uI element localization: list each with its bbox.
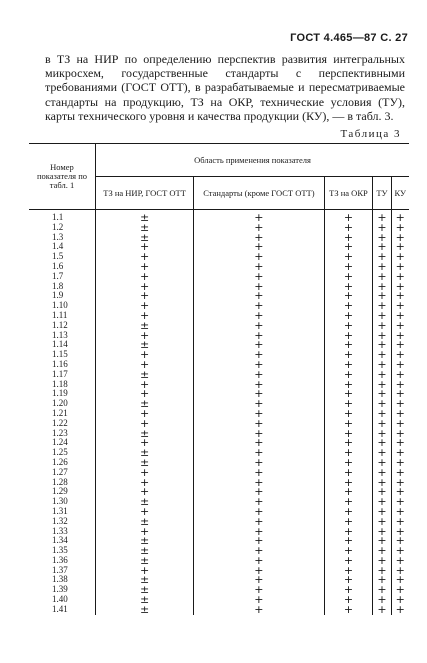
table-cell: +	[373, 448, 391, 458]
table-cell: +	[96, 507, 194, 517]
table-cell: +	[324, 399, 373, 409]
row-number: 1.29	[52, 486, 68, 497]
table-cell: +	[324, 546, 373, 556]
table-cell: +	[373, 605, 391, 615]
table-cell: +	[373, 438, 391, 448]
table-cell: ±	[96, 595, 194, 605]
table-cell: +	[194, 527, 324, 537]
table-cell: ±	[96, 517, 194, 527]
table-cell: +	[96, 331, 194, 341]
table-cell: +	[194, 272, 324, 282]
table-body	[29, 210, 409, 615]
table-cell: +	[96, 350, 194, 360]
table-cell: +	[391, 242, 409, 252]
row-number: 1.8	[52, 280, 64, 291]
table-cell: +	[324, 210, 373, 223]
table-cell: +	[391, 429, 409, 439]
row-number: 1.13	[52, 329, 68, 340]
table-cell: +	[391, 350, 409, 360]
table-cell: +	[391, 419, 409, 429]
row-number: 1.9	[52, 290, 64, 301]
table-cell: +	[324, 575, 373, 585]
row-number: 1.17	[52, 368, 68, 379]
table-cell: +	[324, 605, 373, 615]
table-cell: +	[194, 536, 324, 546]
row-number: 1.22	[52, 417, 68, 428]
table-cell: +	[391, 546, 409, 556]
row-number: 1.12	[52, 319, 68, 330]
table-cell: ±	[96, 536, 194, 546]
table-cell: +	[324, 419, 373, 429]
table-cell: +	[324, 301, 373, 311]
table-cell: +	[391, 409, 409, 419]
table-cell: +	[324, 233, 373, 243]
table-cell: +	[324, 331, 373, 341]
table-cell: ±	[96, 448, 194, 458]
col-header-tz-nir: ТЗ на НИР, ГОСТ ОТТ	[96, 177, 194, 210]
table-cell: +	[324, 517, 373, 527]
table-cell: +	[194, 605, 324, 615]
row-number: 1.39	[52, 584, 68, 595]
row-number: 1.15	[52, 349, 68, 360]
table-cell: +	[194, 478, 324, 488]
col-header-standards: Стандарты (кроме ГОСТ ОТТ)	[194, 177, 324, 210]
table-cell: +	[373, 389, 391, 399]
table-cell: +	[391, 360, 409, 370]
table-cell: +	[373, 210, 391, 223]
table-cell: +	[391, 575, 409, 585]
table-cell: +	[391, 233, 409, 243]
table-cell: +	[373, 536, 391, 546]
table-cell: +	[194, 468, 324, 478]
table-cell: +	[194, 566, 324, 576]
table-cell: +	[391, 210, 409, 223]
table-cell: +	[194, 546, 324, 556]
table-cell: +	[373, 527, 391, 537]
table-cell: +	[373, 301, 391, 311]
table-cell: +	[391, 468, 409, 478]
table-cell: +	[373, 409, 391, 419]
table-cell: ±	[96, 399, 194, 409]
table-cell: +	[391, 311, 409, 321]
table-cell: +	[324, 527, 373, 537]
table-cell: +	[194, 370, 324, 380]
table-cell: +	[324, 291, 373, 301]
table-cell: +	[391, 380, 409, 390]
row-number: 1.5	[52, 251, 64, 262]
table-cell: +	[391, 223, 409, 233]
table-cell: +	[96, 262, 194, 272]
row-number: 1.35	[52, 545, 68, 556]
table-cell: +	[391, 321, 409, 331]
row-number: 1.14	[52, 339, 68, 350]
table-cell: +	[194, 252, 324, 262]
table-cell: ±	[96, 370, 194, 380]
table-cell: +	[373, 585, 391, 595]
table-cell: +	[391, 370, 409, 380]
table-cell: +	[194, 340, 324, 350]
table-cell: ±	[96, 429, 194, 439]
table-cell: +	[391, 478, 409, 488]
table-cell: ±	[96, 223, 194, 233]
table-cell: +	[324, 370, 373, 380]
row-number: 1.34	[52, 535, 68, 546]
table-cell: +	[391, 487, 409, 497]
table-cell: +	[373, 331, 391, 341]
table-cell: +	[194, 321, 324, 331]
table-cell: +	[194, 350, 324, 360]
table-cell: +	[324, 507, 373, 517]
table-cell: +	[194, 282, 324, 292]
table-cell: +	[194, 517, 324, 527]
table-cell: +	[391, 272, 409, 282]
table-cell: +	[373, 360, 391, 370]
table-cell: +	[324, 556, 373, 566]
table-cell: +	[324, 282, 373, 292]
table-cell: +	[373, 566, 391, 576]
table-cell: ±	[96, 575, 194, 585]
table-cell: +	[391, 301, 409, 311]
table-cell: +	[96, 438, 194, 448]
row-number: 1.19	[52, 388, 68, 399]
table-cell: +	[324, 223, 373, 233]
table-cell: +	[96, 389, 194, 399]
row-number: 1.25	[52, 447, 68, 458]
row-number: 1.41	[52, 603, 68, 614]
table-cell: +	[373, 556, 391, 566]
row-number: 1.37	[52, 564, 68, 575]
table-cell: +	[324, 478, 373, 488]
col-header-tz-okr: ТЗ на ОКР	[324, 177, 373, 210]
table-cell: ±	[96, 210, 194, 223]
table-cell: +	[194, 419, 324, 429]
table-cell: +	[373, 340, 391, 350]
row-number: 1.30	[52, 496, 68, 507]
table-cell: +	[194, 301, 324, 311]
table-cell: +	[194, 360, 324, 370]
table-cell: +	[373, 419, 391, 429]
table-cell: +	[391, 566, 409, 576]
row-number: 1.4	[52, 241, 64, 252]
table-cell: +	[194, 210, 324, 223]
table-cell: +	[194, 262, 324, 272]
row-number: 1.21	[52, 407, 68, 418]
table-cell: +	[373, 458, 391, 468]
table-cell: +	[194, 448, 324, 458]
table-cell: +	[324, 389, 373, 399]
table-cell: ±	[96, 546, 194, 556]
table-cell: +	[373, 507, 391, 517]
table-cell: +	[324, 595, 373, 605]
table-cell: +	[324, 340, 373, 350]
table-cell: +	[324, 448, 373, 458]
row-number: 1.36	[52, 554, 68, 565]
table-cell: +	[391, 605, 409, 615]
table-cell: +	[96, 311, 194, 321]
table-cell: +	[373, 595, 391, 605]
page-header: ГОСТ 4.465—87 С. 27	[290, 32, 408, 44]
table-cell: +	[391, 291, 409, 301]
table-cell: +	[324, 497, 373, 507]
table-cell: ±	[96, 556, 194, 566]
row-number: 1.31	[52, 505, 68, 516]
table-cell: ±	[96, 497, 194, 507]
row-number: 1.18	[52, 378, 68, 389]
table-cell: +	[194, 497, 324, 507]
table-cell: +	[324, 272, 373, 282]
table-cell: +	[324, 380, 373, 390]
row-number: 1.2	[52, 221, 64, 232]
table-cell: +	[391, 438, 409, 448]
row-number: 1.16	[52, 358, 68, 369]
table-cell: +	[373, 282, 391, 292]
table-cell: +	[373, 380, 391, 390]
table-cell: +	[96, 252, 194, 262]
row-number: 1.11	[52, 309, 68, 320]
table-cell: ±	[96, 233, 194, 243]
table-cell: ±	[96, 321, 194, 331]
table-cell: +	[324, 252, 373, 262]
table-cell: +	[373, 546, 391, 556]
table-cell: +	[194, 291, 324, 301]
table-cell: +	[391, 497, 409, 507]
table-cell: +	[96, 409, 194, 419]
table-cell: +	[194, 438, 324, 448]
table-cell: +	[324, 566, 373, 576]
table-cell: +	[324, 536, 373, 546]
table-cell: +	[391, 585, 409, 595]
applicability-table	[29, 143, 409, 615]
table-cell: +	[194, 223, 324, 233]
table-cell: +	[373, 252, 391, 262]
row-number: 1.32	[52, 515, 68, 526]
row-number: 1.3	[52, 231, 64, 242]
table-cell: +	[96, 301, 194, 311]
table-cell: +	[96, 242, 194, 252]
table-cell: +	[391, 507, 409, 517]
table-cell: +	[373, 233, 391, 243]
table-cell: +	[96, 291, 194, 301]
table-cell: +	[96, 272, 194, 282]
table-cell: +	[324, 438, 373, 448]
table-cell: +	[96, 468, 194, 478]
table-cell: +	[391, 517, 409, 527]
table-cell: +	[373, 497, 391, 507]
col-group-header: Область применения показателя	[96, 144, 410, 177]
table-cell: +	[324, 458, 373, 468]
row-number: 1.6	[52, 260, 64, 271]
table-cell: +	[194, 585, 324, 595]
row-number: 1.33	[52, 525, 68, 536]
row-number: 1.28	[52, 476, 68, 487]
table-cell: +	[194, 556, 324, 566]
row-number: 1.1	[52, 212, 64, 222]
table-cell: +	[194, 429, 324, 439]
table-cell: +	[194, 242, 324, 252]
table-cell: +	[373, 575, 391, 585]
table-cell: +	[373, 370, 391, 380]
table-cell: +	[194, 399, 324, 409]
table-cell: +	[373, 242, 391, 252]
table-cell: +	[194, 487, 324, 497]
row-number: 1.7	[52, 270, 64, 281]
row-number: 1.27	[52, 466, 68, 477]
table-cell: +	[391, 458, 409, 468]
table-cell: +	[96, 478, 194, 488]
table-cell: +	[324, 409, 373, 419]
table-cell: +	[373, 468, 391, 478]
table-cell: +	[391, 340, 409, 350]
table-cell: +	[391, 282, 409, 292]
table-cell: +	[373, 487, 391, 497]
table-cell: +	[194, 458, 324, 468]
table-cell: +	[324, 311, 373, 321]
table-cell: +	[324, 487, 373, 497]
table-cell: +	[324, 585, 373, 595]
table-cell: +	[194, 575, 324, 585]
table-row	[29, 605, 409, 615]
table-cell: +	[194, 331, 324, 341]
table-cell: +	[373, 399, 391, 409]
table-cell: ±	[96, 458, 194, 468]
table-cell: +	[391, 448, 409, 458]
table-cell: +	[391, 399, 409, 409]
table-cell: ±	[96, 340, 194, 350]
table-cell: +	[324, 321, 373, 331]
table-cell: +	[373, 517, 391, 527]
row-number: 1.40	[52, 594, 68, 605]
table-cell: +	[391, 536, 409, 546]
table-cell: +	[194, 233, 324, 243]
table-cell: +	[194, 389, 324, 399]
row-number: 1.26	[52, 456, 68, 467]
table-cell: +	[96, 282, 194, 292]
table-cell: +	[391, 556, 409, 566]
table-cell: +	[324, 242, 373, 252]
table-cell: +	[373, 223, 391, 233]
table-cell: +	[391, 262, 409, 272]
table-cell: ±	[96, 605, 194, 615]
table-cell: +	[96, 566, 194, 576]
table-cell: +	[96, 360, 194, 370]
table-cell: +	[96, 380, 194, 390]
table-cell: +	[373, 272, 391, 282]
table-cell: ±	[96, 585, 194, 595]
row-number: 1.23	[52, 427, 68, 438]
table-cell: +	[194, 409, 324, 419]
col-header-tu: ТУ	[373, 177, 391, 210]
table-cell: +	[373, 478, 391, 488]
table-cell: +	[324, 360, 373, 370]
table-cell: +	[373, 311, 391, 321]
table-cell: +	[194, 595, 324, 605]
table-cell: +	[373, 429, 391, 439]
table-cell: +	[96, 419, 194, 429]
table-cell: +	[194, 380, 324, 390]
row-number: 1.20	[52, 398, 68, 409]
table-cell: +	[324, 429, 373, 439]
intro-paragraph: в ТЗ на НИР по определению перспектив развития интегральных микросхем, государственные стандарты с перспективными требованиями (ГОСТ ОТТ), в разрабатываемые и пересматриваемые стандарты на продукцию, ТЗ на ОКР, технические условия (ТУ), карты технического уровня и качества продукции (КУ), — в табл. 3.	[45, 52, 405, 123]
table-cell: +	[96, 527, 194, 537]
table-cell: +	[391, 252, 409, 262]
table-caption: Таблица 3	[340, 128, 401, 140]
table-cell: +	[324, 468, 373, 478]
table-cell: +	[373, 262, 391, 272]
table-cell: +	[324, 262, 373, 272]
table-cell: +	[194, 507, 324, 517]
table-cell: +	[391, 389, 409, 399]
table-cell: +	[373, 350, 391, 360]
table-cell: +	[391, 595, 409, 605]
table-cell: +	[194, 311, 324, 321]
row-number: 1.10	[52, 300, 68, 311]
table-cell: +	[391, 527, 409, 537]
col-header-number: Номер показателя по табл. 1	[29, 144, 96, 210]
row-number: 1.24	[52, 437, 68, 448]
row-number: 1.38	[52, 574, 68, 585]
table-cell: +	[373, 291, 391, 301]
table-cell: +	[391, 331, 409, 341]
table-cell: +	[324, 350, 373, 360]
table-cell: +	[96, 487, 194, 497]
table-cell: +	[373, 321, 391, 331]
col-header-ku: КУ	[391, 177, 409, 210]
